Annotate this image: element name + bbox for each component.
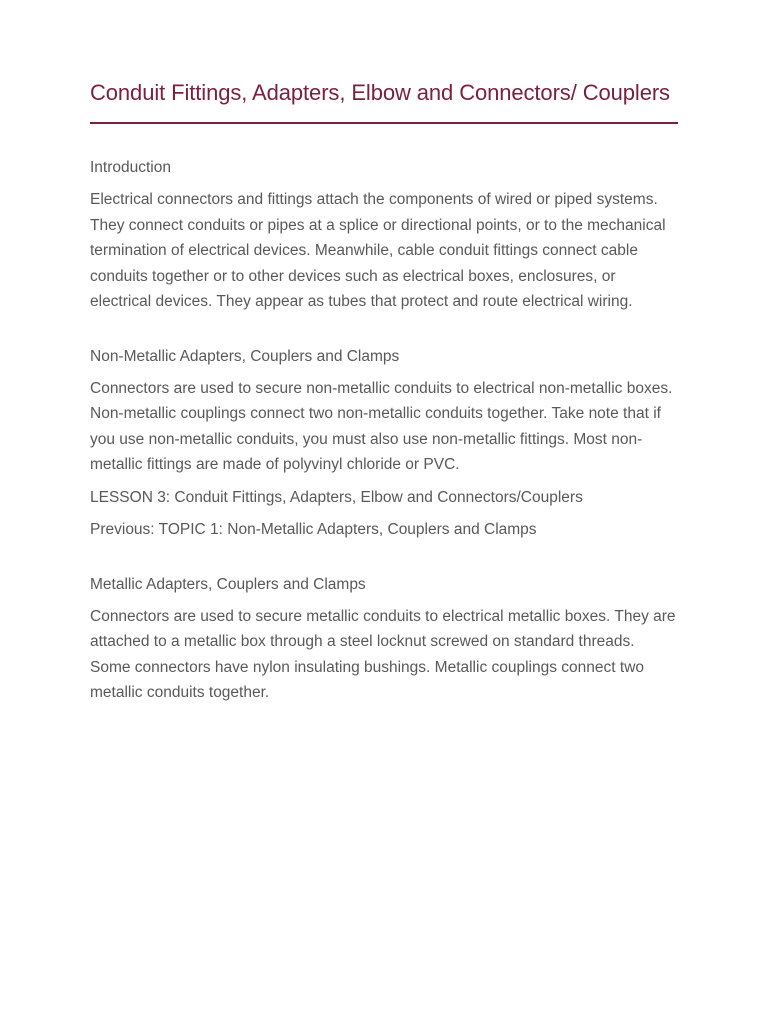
section-heading-metallic: Metallic Adapters, Couplers and Clamps xyxy=(90,575,366,593)
section-body-metallic: Connectors are used to secure metallic conduits to electrical metallic boxes. They are attached to a metallic box through a steel locknut screwed on standard threads. Some connectors have nylon insulating bushings. Metallic couplings connect two metallic conduits together. xyxy=(90,607,676,701)
section-heading-non-metallic: Non-Metallic Adapters, Couplers and Clamps xyxy=(90,347,400,365)
lesson-line: LESSON 3: Conduit Fittings, Adapters, Elbow and Connectors/Couplers xyxy=(90,488,583,506)
title-divider xyxy=(90,122,678,124)
page-title: Conduit Fittings, Adapters, Elbow and Connectors/ Couplers xyxy=(90,80,670,105)
section-heading-introduction: Introduction xyxy=(90,159,171,176)
document-content xyxy=(90,76,678,706)
previous-topic-line: Previous: TOPIC 1: Non-Metallic Adapters, Couplers and Clamps xyxy=(90,521,537,538)
section-body-non-metallic: Connectors are used to secure non-metallic conduits to electrical non-metallic boxes. Non-metallic couplings connect two non-metallic conduits together. Take note that if you use non-metallic conduits, you must also use non-metallic fittings. Most non-metallic fittings are made of polyvinyl chloride or PVC. xyxy=(90,379,673,473)
section-body-introduction: Electrical connectors and fittings attach the components of wired or piped systems. They connect conduits or pipes at a splice or directional points, or to the mechanical termination of electrical devices. Meanwhile, cable conduit fittings connect cable conduits together or to other devices such as electrical boxes, enclosures, or electrical devices. They appear as tubes that protect and route electrical wiring. xyxy=(90,191,666,310)
